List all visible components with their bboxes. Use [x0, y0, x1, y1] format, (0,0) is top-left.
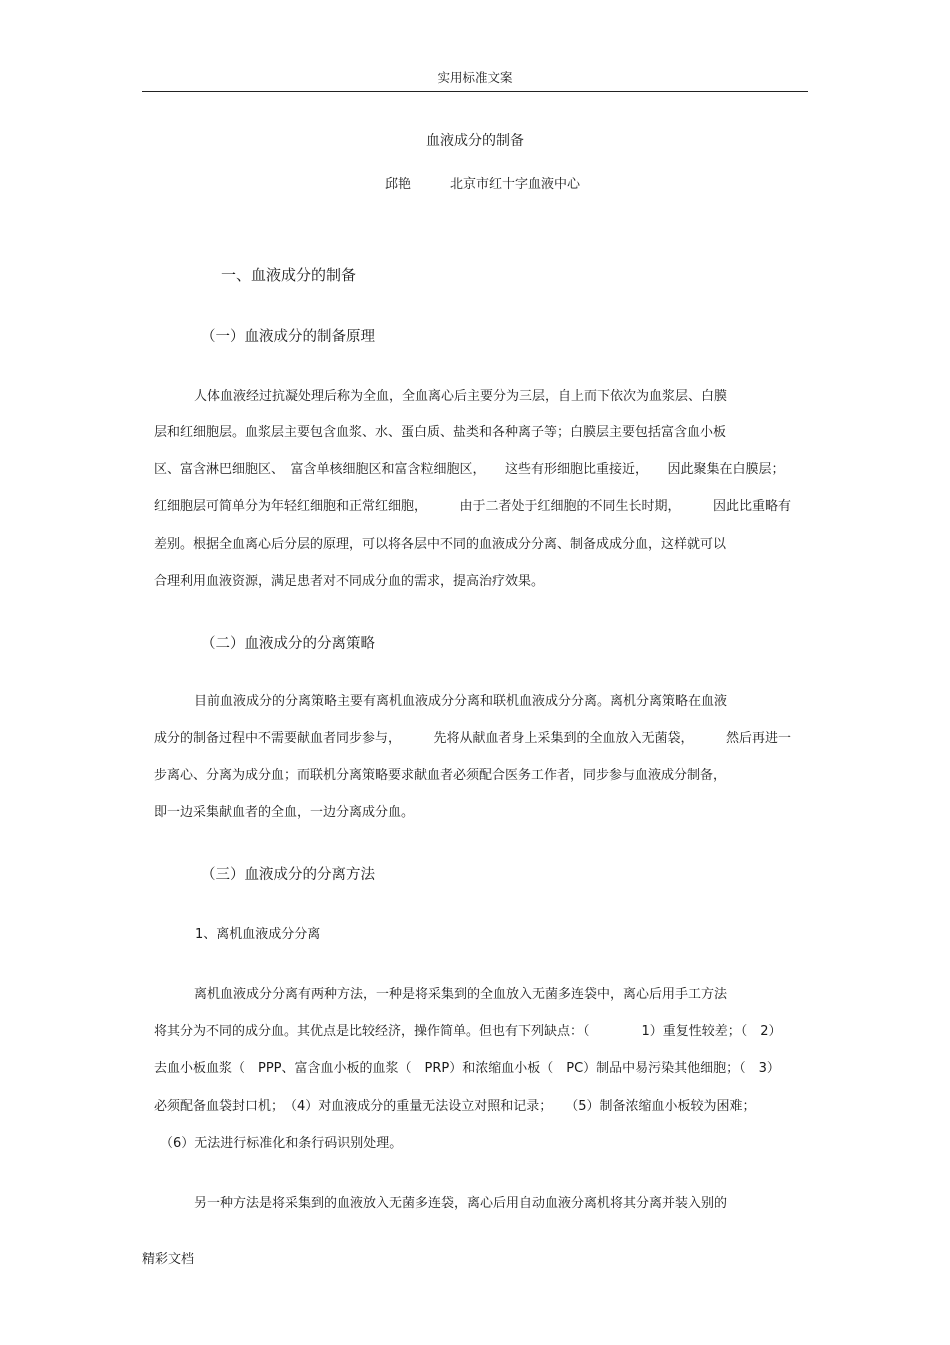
paragraph-line: 即一边采集献血者的全血，一边分离成分血。	[154, 805, 415, 820]
author-affiliation: 北京市红十字血液中心	[450, 177, 581, 192]
paragraph-line: 人体血液经过抗凝处理后称为全血，全血离心后主要分为三层，自上而下依次为血浆层、白膜	[194, 389, 728, 404]
subsection-heading-2: （二）血液成分的分离策略	[201, 636, 375, 652]
paragraph-line: 合理利用血液资源，满足患者对不同成分血的需求，提高治疗效果。	[154, 574, 545, 589]
page-header: 实用标准文案	[437, 70, 513, 85]
paragraph-line: 将其分为不同的成分血。其优点是比较经济，操作简单。但也有下列缺点：（ 1）重复性较差；（ 2）	[154, 1024, 782, 1039]
document-title: 血液成分的制备	[426, 133, 524, 149]
author-name: 邱艳	[385, 177, 412, 192]
item-heading-1: 1、离机血液成分分离	[195, 927, 321, 942]
paragraph-line: 红细胞层可简单分为年轻红细胞和正常红细胞， 由于二者处于红细胞的不同生长时期， 因此比重略有	[154, 499, 792, 514]
paragraph-line: 必须配备血袋封口机； （4）对血液成分的重量无法设立对照和记录； （5）制备浓缩血小板较为困难；	[154, 1099, 756, 1114]
header-divider	[142, 91, 808, 92]
paragraph-line: 成分的制备过程中不需要献血者同步参与， 先将从献血者身上采集到的全血放入无菌袋， 然后再进一	[154, 731, 792, 746]
paragraph-line: 层和红细胞层。血浆层主要包含血浆、水、蛋白质、盐类和各种离子等；白膜层主要包括富含血小板	[154, 425, 727, 440]
section-heading-1: 一、血液成分的制备	[221, 266, 357, 284]
subsection-heading-1: （一）血液成分的制备原理	[201, 329, 375, 345]
page-footer: 精彩文档	[142, 1252, 195, 1267]
subsection-heading-3: （三）血液成分的分离方法	[201, 867, 375, 883]
paragraph-line: 区、富含淋巴细胞区、 富含单核细胞区和富含粒细胞区， 这些有形细胞比重接近， 因此聚集在白膜层；	[154, 462, 785, 477]
paragraph-line: 步离心、分离为成分血；而联机分离策略要求献血者必须配合医务工作者，同步参与血液成分制备，	[154, 768, 727, 783]
paragraph-line: 另一种方法是将采集到的血液放入无菌多连袋，离心后用自动血液分离机将其分离并装入别的	[194, 1196, 728, 1211]
paragraph-line: 差别。根据全血离心后分层的原理，可以将各层中不同的血液成分分离、制备成成分血，这样就可以	[154, 537, 727, 552]
paragraph-line: 去血小板血浆（ PPP、富含血小板的血浆（ PRP）和浓缩血小板（ PC）制品中易污染其他细胞；（ 3）	[154, 1061, 780, 1076]
paragraph-line: 目前血液成分的分离策略主要有离机血液成分分离和联机血液成分分离。离机分离策略在血液	[194, 694, 728, 709]
paragraph-line: （6）无法进行标准化和条行码识别处理。	[160, 1136, 403, 1151]
paragraph-line: 离机血液成分分离有两种方法，一种是将采集到的全血放入无菌多连袋中，离心后用手工方法	[194, 987, 728, 1002]
